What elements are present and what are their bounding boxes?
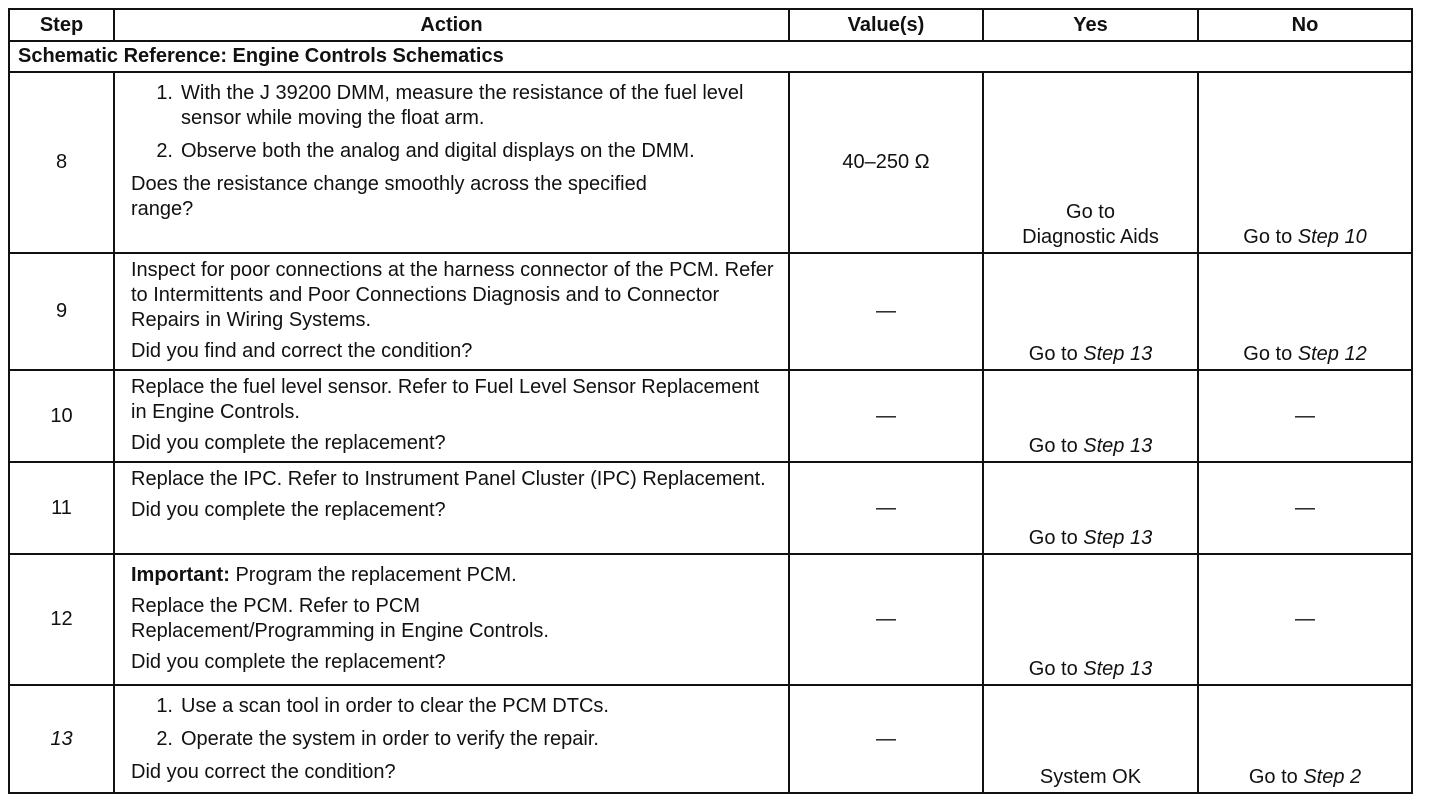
table-row	[9, 685, 1412, 793]
list-item	[131, 139, 778, 164]
action-text: Replace the IPC. Refer to Instrument Panel Cluster (IPC) Replacement.	[131, 468, 766, 490]
action-question: Did you complete the replacement?	[131, 651, 446, 673]
diagnostic-table	[8, 8, 1413, 794]
no-step-ref: Step 2	[1303, 766, 1362, 788]
step-number: 12	[9, 554, 114, 685]
no-cell: —	[1198, 370, 1412, 462]
step-number: 8	[9, 72, 114, 253]
list-text: With the J 39200 DMM, measure the resistance of the fuel level sensor while moving the float arm.	[181, 82, 744, 129]
value-cell: —	[789, 370, 983, 462]
no-cell	[1198, 72, 1412, 253]
list-item	[131, 727, 778, 752]
value-cell: —	[789, 253, 983, 370]
yes-cell	[983, 370, 1198, 462]
no-cell: —	[1198, 462, 1412, 554]
action-text: Replace the PCM. Refer to PCM Replacement/Programming in Engine Controls.	[131, 595, 549, 642]
yes-cell: System OK	[983, 685, 1198, 793]
list-text: Operate the system in order to verify the repair.	[181, 728, 599, 750]
no-cell	[1198, 253, 1412, 370]
no-cell	[1198, 685, 1412, 793]
yes-step-ref: Step 13	[1083, 658, 1153, 680]
action-question: Did you complete the replacement?	[131, 499, 446, 521]
no-cell: —	[1198, 554, 1412, 685]
yes-prefix: Go to	[1028, 343, 1084, 365]
yes-prefix: Go to	[1028, 527, 1084, 549]
header-yes: Yes	[983, 9, 1198, 41]
table-row	[9, 253, 1412, 370]
list-number: 2.	[156, 728, 173, 750]
list-number: 2.	[156, 140, 173, 162]
action-list	[131, 81, 778, 164]
section-row	[9, 41, 1412, 72]
yes-step-ref: Step 13	[1083, 435, 1153, 457]
list-number: 1.	[156, 695, 173, 717]
important-text: Program the replacement PCM.	[229, 564, 517, 586]
section-title: Schematic Reference: Engine Controls Schematics	[9, 41, 1412, 72]
important-note	[131, 563, 778, 588]
yes-line1: Go to	[1066, 201, 1115, 223]
table-row	[9, 462, 1412, 554]
list-text: Observe both the analog and digital displays on the DMM.	[181, 140, 695, 162]
action-cell	[114, 370, 789, 462]
step-number: 9	[9, 253, 114, 370]
value-cell: —	[789, 462, 983, 554]
value-cell: —	[789, 685, 983, 793]
yes-cell	[983, 554, 1198, 685]
step-number: 13	[9, 685, 114, 793]
list-item	[131, 694, 778, 719]
action-question: Did you complete the replacement?	[131, 432, 446, 454]
header-values: Value(s)	[789, 9, 983, 41]
yes-prefix: Go to	[1028, 435, 1084, 457]
header-no: No	[1198, 9, 1412, 41]
table-row	[9, 72, 1412, 253]
step-number: 11	[9, 462, 114, 554]
list-number: 1.	[156, 82, 173, 104]
no-prefix: Go to	[1243, 343, 1298, 365]
no-prefix: Go to	[1248, 766, 1304, 788]
yes-line2: Diagnostic Aids	[1022, 226, 1159, 248]
action-list	[131, 694, 778, 752]
action-cell	[114, 72, 789, 253]
header-step: Step	[9, 9, 114, 41]
action-cell	[114, 462, 789, 554]
important-label: Important:	[131, 564, 230, 586]
value-cell: 40–250 Ω	[789, 72, 983, 253]
action-text: Replace the fuel level sensor. Refer to Fuel Level Sensor Replacement in Engine Controls.	[131, 376, 760, 423]
action-cell	[114, 554, 789, 685]
yes-cell	[983, 462, 1198, 554]
yes-step-ref: Step 13	[1083, 527, 1153, 549]
table-row	[9, 554, 1412, 685]
list-item	[131, 81, 778, 131]
step-number: 10	[9, 370, 114, 462]
value-cell: —	[789, 554, 983, 685]
no-step-ref: Step 10	[1297, 226, 1367, 248]
action-question: Did you find and correct the condition?	[131, 340, 473, 362]
action-cell	[114, 685, 789, 793]
header-row	[9, 9, 1412, 41]
list-text: Use a scan tool in order to clear the PCM DTCs.	[181, 695, 609, 717]
yes-step-ref: Step 13	[1083, 343, 1153, 365]
action-cell	[114, 253, 789, 370]
action-question: Does the resistance change smoothly across the specified range?	[131, 173, 647, 220]
yes-cell	[983, 72, 1198, 253]
no-step-ref: Step 12	[1297, 343, 1367, 365]
action-question: Did you correct the condition?	[131, 761, 396, 783]
table-row	[9, 370, 1412, 462]
yes-cell	[983, 253, 1198, 370]
action-text: Inspect for poor connections at the harness connector of the PCM. Refer to Intermittents and Poor Connections Diagnosis and to Connector Repairs in Wiring Systems.	[131, 259, 774, 331]
no-prefix: Go to	[1243, 226, 1298, 248]
header-action: Action	[114, 9, 789, 41]
yes-prefix: Go to	[1028, 658, 1084, 680]
